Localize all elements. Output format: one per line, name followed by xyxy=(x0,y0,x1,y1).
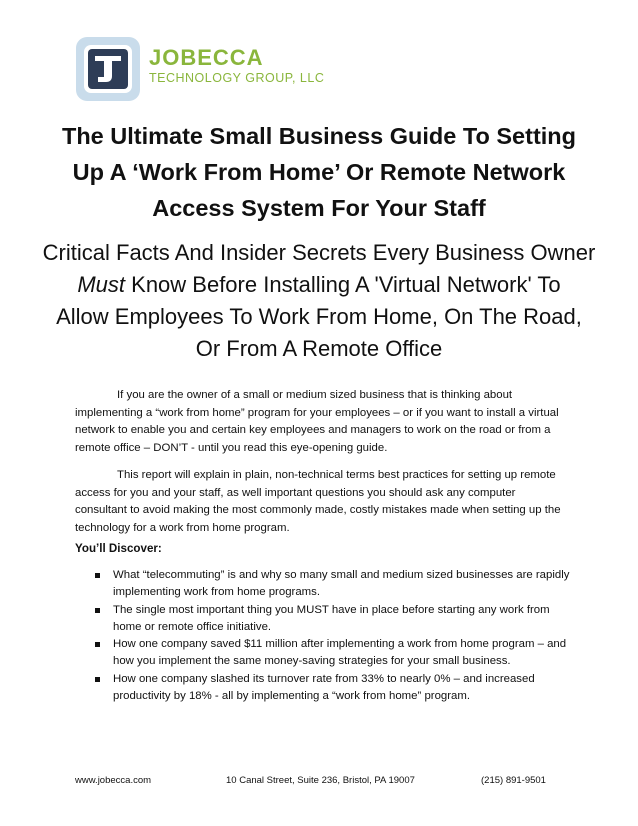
document-subtitle xyxy=(22,237,616,365)
bullet-square-icon xyxy=(95,608,100,613)
bullet-square-icon xyxy=(95,573,100,578)
footer-website: www.jobecca.com xyxy=(75,775,152,786)
subtitle-line-rest: Know Before Installing A 'Virtual Network' To xyxy=(125,272,561,297)
list-item xyxy=(95,636,575,671)
footer-address: 10 Canal Street, Suite 236, Bristol, PA 19007 xyxy=(226,775,415,786)
list-item-text: How one company saved $11 million after implementing a work from home program – and how you implement the same money-saving strategies for your small business. xyxy=(113,638,567,668)
logo-name: JOBECCA xyxy=(149,45,264,70)
company-logo xyxy=(75,36,325,108)
list-item-text: The single most important thing you MUST have in place before starting any work from home or remote office initiative. xyxy=(113,603,550,633)
bullet-square-icon xyxy=(95,642,100,647)
title-line: The Ultimate Small Business Guide To Setting xyxy=(61,123,577,149)
subtitle-line: Or From A Remote Office xyxy=(195,336,443,361)
bullet-square-icon xyxy=(95,677,100,682)
title-line: Access System For Your Staff xyxy=(152,195,486,221)
list-item-text: How one company slashed its turnover rate from 33% to nearly 0% – and increased productivity by 18% - all by implementing a “work from home” program. xyxy=(113,672,535,703)
document-title xyxy=(30,118,608,226)
logo-mark-icon xyxy=(75,36,141,102)
subtitle-line: Allow Employees To Work From Home, On The Road, xyxy=(56,304,582,329)
title-line: Up A ‘Work From Home’ Or Remote Network xyxy=(72,159,566,185)
subtitle-line xyxy=(22,269,616,301)
intro-paragraph: If you are the owner of a small or medium sized business that is thinking about implementing a “work from home” program for your employees – or if you want to install a virtual network to enable you and certain key employees and managers to work on the road or from a remote office – DON’T - until you read this eye-opening guide. xyxy=(75,389,559,454)
list-item-text: What “telecommuting” is and why so many small and medium sized businesses are rapidly implementing work from home programs. xyxy=(113,569,570,599)
logo-subtitle: TECHNOLOGY GROUP, LLC xyxy=(149,71,325,85)
report-paragraph: This report will explain in plain, non-technical terms best practices for setting up remote access for you and your staff, as well important questions you should ask any computer consultant to avoid making the most commonly made, costly mistakes made when setting up the technology for a work from home program. xyxy=(75,469,561,534)
footer-phone: (215) 891-9501 xyxy=(481,775,546,786)
list-item xyxy=(95,671,575,706)
discover-list xyxy=(95,567,575,705)
subtitle-emphasis: Must xyxy=(77,272,126,297)
list-item xyxy=(95,602,575,637)
discover-heading: You’ll Discover: xyxy=(75,542,162,555)
list-item xyxy=(95,567,575,602)
subtitle-line: Critical Facts And Insider Secrets Every Business Owner xyxy=(42,240,596,265)
